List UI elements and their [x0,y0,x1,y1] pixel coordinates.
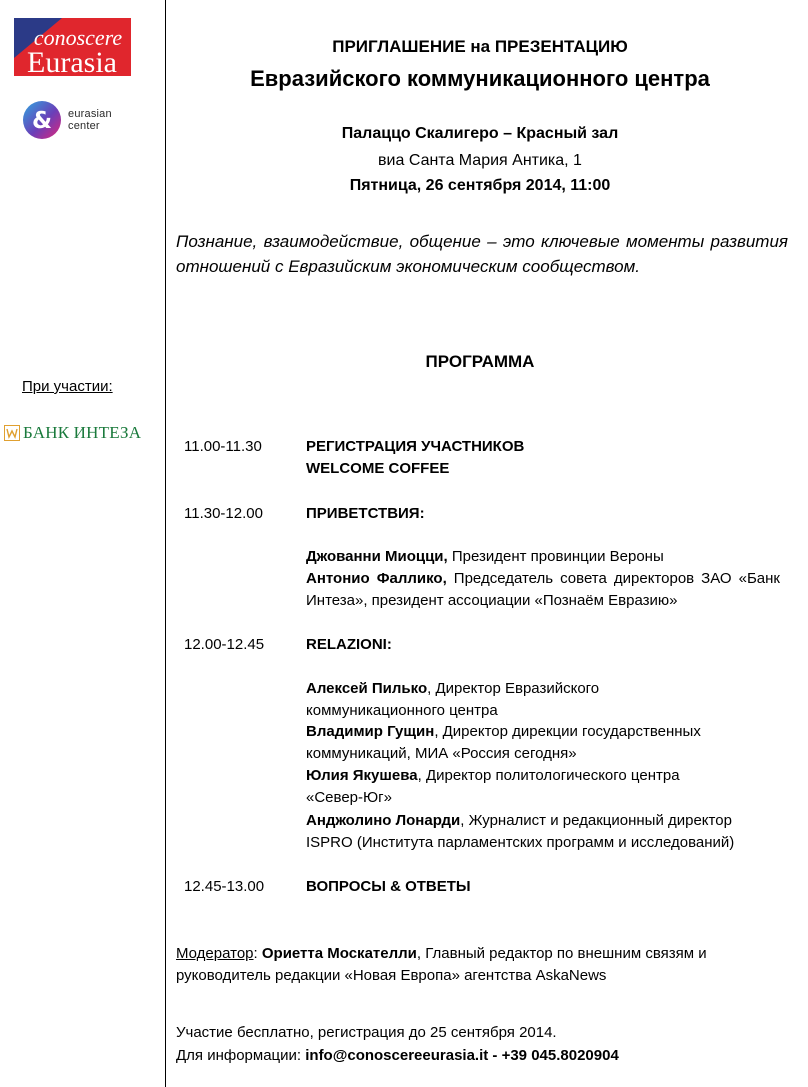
speaker-name: Юлия Якушева [306,767,418,784]
slot-heading: ПРИВЕТСТВИЯ: [306,505,425,522]
program-title: ПРОГРАММА [425,352,535,371]
contact-link[interactable]: info@conoscereeurasia.it - +39 045.8020904 [305,1047,619,1064]
speaker-role: Председатель совета директоров ЗАО «Банк Интеза», президент ассоциации «Познаём Евразию» [306,570,780,609]
venue: Палаццо Скалигеро – Красный зал [341,125,619,142]
wordmark-line-2: center [68,120,100,132]
speaker-name: Владимир Гущин [306,723,435,740]
address: виа Санта Мария Антика, 1 [378,152,582,169]
speaker-role: , Журналист и редакционный директор ISPRO (Института парламентских программ и исследований) [306,812,735,851]
invitation-heading: ПРИГЛАШЕНИЕ на ПРЕЗЕНТАЦИЮ [332,37,628,56]
slot-line: РЕГИСТРАЦИЯ УЧАСТНИКОВ [306,438,525,455]
speaker-role: , Директор Евразийского коммуникационного центра [306,680,600,719]
bank-name: БАНК ИНТЕЗА [23,423,142,442]
moderator-label: Модератор [176,945,254,962]
eurasian-center-logo [22,100,132,142]
speaker-entry [306,765,726,808]
slot-line: WELCOME COFFEE [306,459,450,477]
slot-time: 12.45-13.00 [184,878,265,895]
bank-intesa-logo [4,423,141,443]
speaker-role: , Директор дирекции государственных коммуникаций, МИА «Россия сегодня» [306,723,701,762]
slot-time: 11.30-12.00 [184,505,263,522]
eurasian-center-wordmark [68,108,112,132]
page-title: Евразийского коммуникационного центра [250,66,710,91]
event-date: Пятница, 26 сентября 2014, 11:00 [349,177,611,194]
speaker-name: Антонио Фаллико, [306,570,447,587]
speaker-role: , Директор политологического центра «Север-Юг» [306,767,680,806]
moderator-role: , Главный редактор по внешним связям и руководитель редакции «Новая Европа» агентства AskaNews [176,945,707,984]
moderator-colon: : [253,945,262,962]
ampersand-circle-icon [22,100,62,140]
speaker-entry [306,810,780,853]
sidebar-divider [165,0,166,1087]
conoscere-eurasia-logo [14,18,131,76]
slot-registration [306,436,780,479]
wordmark-line-1: eurasian [68,108,112,120]
registration-note: Участие бесплатно, регистрация до 25 сентября 2014. [176,1024,557,1041]
partner-label: При участии: [22,378,113,395]
speaker-name: Алексей Пилько [306,680,428,697]
speaker-name: Джованни Миоцци, [306,548,448,565]
speaker-entry [306,546,780,568]
bank-emblem-icon [4,425,20,441]
speaker-role: Президент провинции Вероны [447,548,664,565]
speaker-entry [306,568,780,611]
speaker-entry [306,678,646,721]
speaker-name: Анджолино Лонарди [306,812,461,829]
contact-label: Для информации: [176,1047,306,1064]
slot-heading: RELAZIONI: [306,636,392,653]
motto: Познание, взаимодействие, общение – это ключевые моменты развития отношений с Евразийским экономическим сообществом. [176,232,788,276]
slot-heading: ВОПРОСЫ & ОТВЕТЫ [306,878,471,895]
svg-text:&: & [31,108,53,134]
moderator-name: Ориетта Москателли [261,945,417,962]
logo-word-eurasia: Eurasia [27,46,117,76]
slot-time: 11.00-11.30 [184,438,262,455]
slot-time: 12.00-12.45 [184,636,265,653]
logo-word-conoscere: conoscere [33,25,123,50]
speaker-entry [306,721,751,764]
moderator [176,943,786,986]
contact-line [176,1047,786,1064]
